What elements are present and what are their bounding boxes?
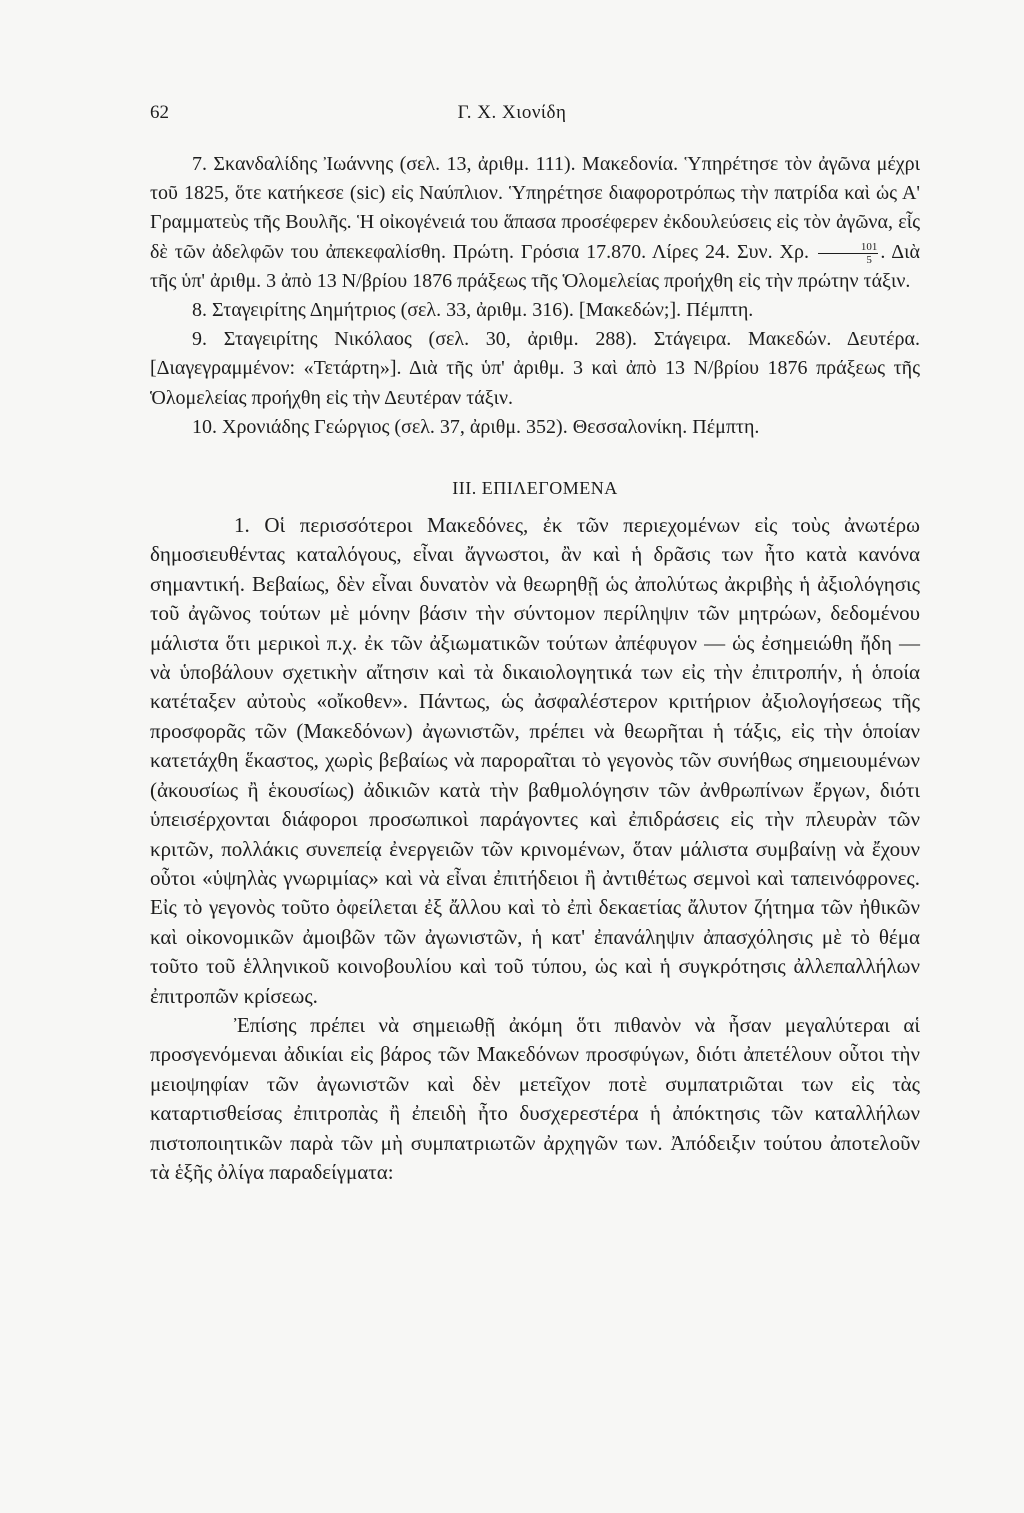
note-7-fraction-denominator: 5 (866, 253, 872, 266)
note-7-fraction (818, 241, 879, 266)
note-10: 10. Χρονιάδης Γεώργιος (σελ. 37, ἀριθμ. 352). Θεσσαλονίκη. Πέμπτη. (192, 415, 760, 438)
paragraph-2: Ἐπίσης πρέπει νὰ σημειωθῇ ἀκόμη ὅτι πιθανὸν νὰ ἦσαν μεγαλύτεραι αἱ προσγενόμεναι ἀδικίαι εἰς βάρος τῶν Μακεδόνων προσφύγων, διότι ἀπετέλουν οὗτοι τὴν μειοψηφίαν τῶν ἀγωνιστῶν καὶ δὲν μετεῖχον ποτὲ συμπατριῶται των εἰς τὰς καταρτισθείσας ἐπιτροπὰς ἢ ἐπειδὴ ἦτο δυσχερεστέρα ἡ ἀπόκτησις τῶν καταλλήλων πιστοποιητικῶν παρὰ τῶν μὴ συμπατριωτῶν ἀρχηγῶν των. Ἀπόδειξιν τούτου ἀποτελοῦν τὰ ἑξῆς ὀλίγα παραδείγματα: (150, 1012, 920, 1184)
note-7-fraction-numerator: 101 (818, 241, 879, 254)
paragraph-1: 1. Οἱ περισσότεροι Μακεδόνες, ἐκ τῶν περιεχομένων εἰς τοὺς ἀνωτέρω δημοσιευθέντας καταλόγους, εἶναι ἄγνωστοι, ἂν καὶ ἡ δρᾶσις των ἦτο κατὰ κανόνα σημαντική. Βεβαίως, δὲν εἶναι δυνατὸν νὰ θεωρηθῇ ὡς ἀπολύτως ἀκριβὴς ἡ ἀξιολόγησις τοῦ ἀγῶνος τούτων μὲ μόνην βάσιν τὴν σύντομον περίληψιν τῶν μητρώων, δεδομένου μάλιστα ὅτι μερικοὶ π.χ. ἐκ τῶν ἀξιωματικῶν τούτων ἀπέφυγον — ὡς ἐσημειώθη ἤδη — νὰ ὑποβάλουν σχετικὴν αἴτησιν καὶ τὰ δικαιολογητικά των εἰς τὴν ἐπιτροπήν, ἡ ὁποία κατέταξεν αὐτοὺς «οἴκοθεν». Πάντως, ὡς ἀσφαλέστερον κριτήριον ἀξιολογήσεως τῆς προσφορᾶς τῶν (Μακεδόνων) ἀγωνιστῶν, πρέπει νὰ θεωρῆται ἡ τάξις, εἰς τὴν ὁποίαν κατετάχθη ἕκαστος, χωρὶς βεβαίως νὰ παροραῖται τὸ γεγονὸς τῶν συνήθως σημειουμένων (ἀκουσίως ἢ ἑκουσίως) ἀδικιῶν κατὰ τὴν βαθμολόγησιν τῶν ἀνθρωπίνων ἔργων, διότι ὑπεισέρχονται διάφοροι προσωπικοὶ παράγοντες καὶ ἐπιδράσεις εἰς τὴν πλευρὰν τῶν κριτῶν, πολλάκις συνεπείᾳ ἐνεργειῶν τῶν κρινομένων, ὅταν μάλιστα συμβαίνῃ νὰ ἔχουν οὗτοι «ὑψηλὰς γνωριμίας» καὶ νὰ εἶναι ἐπιτήδειοι ἢ ἀντιθέτως σεμνοὶ καὶ ταπεινόφρονες. Εἰς τὸ γεγονὸς τοῦτο ὀφείλεται ἐξ ἄλλου καὶ τὸ ἐπὶ δεκαετίας ἄλυτον ζήτημα τῶν ἠθικῶν καὶ οἰκονομικῶν ἀμοιβῶν τῶν ἀγωνιστῶν, ἡ κατ' ἐπανάληψιν ἀπασχόλησις μὲ τὸ θέμα τοῦτο τοῦ ἑλληνικοῦ κοινοβουλίου καὶ τοῦ τύπου, ὡς καὶ ἡ συγκρότησις ἀλλεπαλλήλων ἐπιτροπῶν κρίσεως. (150, 513, 920, 1008)
note-7-text: 7. Σκανδαλίδης Ἰωάννης (σελ. 13, ἀριθμ. 111). Μακεδονία. Ὑπηρέτησε τὸν ἀγῶνα μέχρι τοῦ 1825, ὅτε κατήκεσε (sic) εἰς Ναύπλιον. Ὑπηρέτησε διαφοροτρόπως τὴν πατρίδα καὶ ὡς Α' Γραμματεὺς τῆς Βουλῆς. Ἡ οἰκογένειά του ἅπασα προσέφερεν ἐκδουλεύσεις εἰς τὸν ἀγῶνα, εἷς δὲ τῶν ἀδελφῶν του ἀπεκεφαλίσθη. Πρώτη. Γρόσια 17.870. Λίρες 24. Συν. Χρ. (150, 153, 920, 263)
note-8: 8. Σταγειρίτης Δημήτριος (σελ. 33, ἀριθμ. 316). [Μακεδών;]. Πέμπτη. (192, 299, 754, 322)
running-head: Γ. Χ. Χιονίδη (457, 102, 567, 123)
notes-list (150, 150, 920, 442)
section-heading: III. ΕΠΙΛΕΓΟΜΕΝΑ (452, 478, 618, 499)
page-text-block (150, 150, 920, 1187)
note-9: 9. Σταγειρίτης Νικόλαος (σελ. 30, ἀριθμ. 288). Στάγειρα. Μακεδών. Δευτέρα. [Διαγεγραμμένον: «Τετάρτη»]. Διὰ τῆς ὑπ' ἀριθμ. 3 καὶ ἀπὸ 13 Ν/βρίου 1876 πράξεως τῆς Ὁλομελείας προήχθη εἰς τὴν Δευτέραν τάξιν. (150, 328, 920, 409)
page-number: 62 (150, 102, 169, 123)
body-text (150, 511, 920, 1187)
note-7 (150, 150, 920, 296)
note-7-text-continued: . Διὰ τῆς ὑπ' ἀριθμ. 3 ἀπὸ 13 Ν/βρίου 1876 πράξεως τῆς Ὁλομελείας προήχθη εἰς τὴν πρώτην τάξιν. (150, 240, 920, 292)
